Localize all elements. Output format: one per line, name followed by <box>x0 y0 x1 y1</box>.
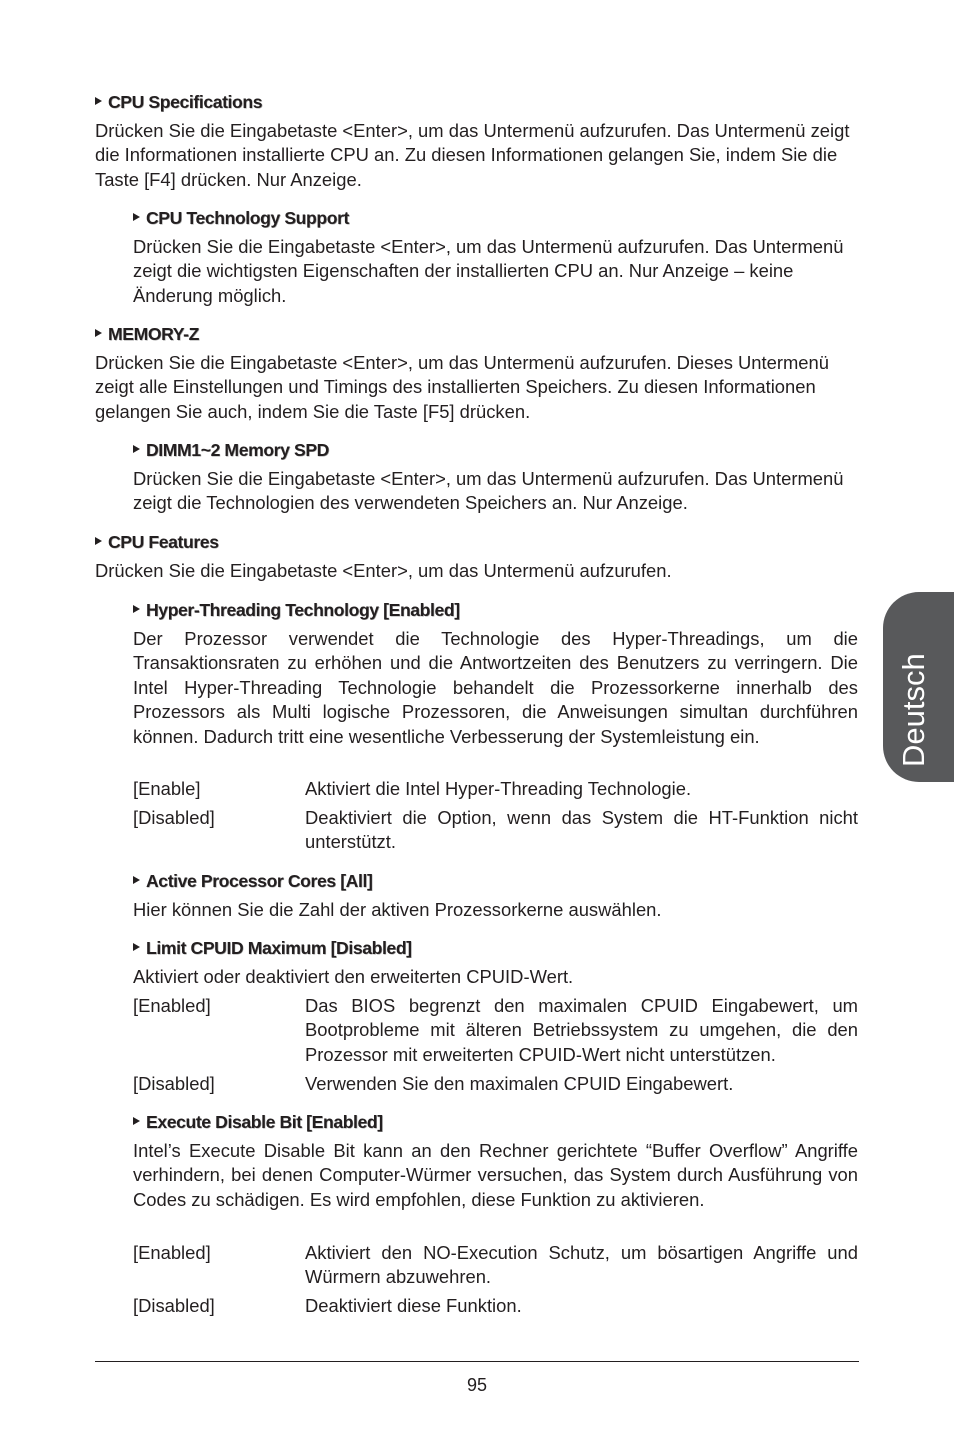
option-key: [Disabled] <box>133 1295 215 1316</box>
option-description: Aktiviert den NO-Execution Schutz, um bösartigen Angriffe und Würmern abzuwehren. <box>305 1242 858 1288</box>
heading-hyper-threading <box>133 598 858 622</box>
option-key: [Disabled] <box>133 807 215 828</box>
paragraph-cpu-technology-support: Drücken Sie die Eingabetaste <Enter>, um das Untermenü aufzurufen. Das Untermenü zeigt die wichtigsten Eigenschaften der installierten CPU an. Nur Anzeige – keine Änderung möglich. <box>133 236 844 306</box>
paragraph-limit-cpuid: Aktiviert oder deaktiviert den erweiterten CPUID-Wert. <box>133 966 574 987</box>
heading-cpu-technology-support <box>133 206 858 230</box>
option-description: Deaktiviert diese Funktion. <box>305 1295 522 1316</box>
language-side-tab-label: Deutsch <box>896 653 931 767</box>
option-description: Aktiviert die Intel Hyper-Threading Technologie. <box>305 778 692 799</box>
bullet-arrow-icon <box>95 329 102 337</box>
heading-limit-cpuid <box>133 936 858 960</box>
bullet-arrow-icon <box>133 213 140 221</box>
option-description: Verwenden Sie den maximalen CPUID Eingabewert. <box>305 1073 734 1094</box>
option-key: [Disabled] <box>133 1073 215 1094</box>
option-description: Deaktiviert die Option, wenn das System die HT-Funktion nicht unterstützt. <box>305 807 858 853</box>
heading-text: Hyper-Threading Technology [Enabled] <box>146 600 460 620</box>
heading-text: MEMORY-Z <box>108 324 199 344</box>
bullet-arrow-icon <box>95 537 102 545</box>
bullet-arrow-icon <box>95 97 102 105</box>
option-key: [Enabled] <box>133 995 211 1016</box>
option-description: Das BIOS begrenzt den maximalen CPUID Eingabewert, um Bootprobleme mit älteren Betriebssystem zu umgehen, die den Prozessor mit erweiterten CPUID-Wert nicht unterstützen. <box>305 995 858 1065</box>
paragraph-dimm-memory-spd: Drücken Sie die Eingabetaste <Enter>, um das Untermenü aufzurufen. Das Untermenü zeigt die Technologien des verwendeten Speichers an. Nur Anzeige. <box>133 468 844 514</box>
option-key: [Enable] <box>133 778 201 799</box>
paragraph-active-processor-cores: Hier können Sie die Zahl der aktiven Prozessorkerne auswählen. <box>133 899 662 920</box>
heading-execute-disable-bit <box>133 1110 858 1134</box>
heading-text: CPU Technology Support <box>146 208 349 228</box>
heading-dimm-memory-spd <box>133 438 858 462</box>
paragraph-execute-disable-bit: Intel’s Execute Disable Bit kann an den Rechner gerichtete “Buffer Overflow” Angriffe verhindern, bei denen Computer-Würmer versuchen, das System durch Ausführung von Codes zu schädigen. Es wird empfohlen, diese Funktion zu aktivieren. <box>133 1140 858 1210</box>
heading-text: Limit CPUID Maximum [Disabled] <box>146 938 412 958</box>
heading-cpu-specifications <box>95 90 858 114</box>
heading-cpu-features <box>95 530 858 554</box>
heading-text: Active Processor Cores [All] <box>146 871 373 891</box>
bullet-arrow-icon <box>133 445 140 453</box>
heading-text: DIMM1~2 Memory SPD <box>146 440 329 460</box>
heading-memory-z <box>95 322 858 346</box>
footer-divider <box>95 1361 859 1362</box>
paragraph-hyper-threading: Der Prozessor verwendet die Technologie des Hyper-Threadings, um die Transaktionsraten zu erhöhen und die Antwortzeiten des Benutzers zu verringern. Die Intel Hyper-Threading Technologie behandelt die Prozessorkerne innerhalb des Prozessors als Multi logische Prozessoren, die Anweisungen simultan durchführen können. Dadurch tritt eine wesentliche Verbesserung der Systemleistung ein. <box>133 628 858 747</box>
paragraph-cpu-specifications: Drücken Sie die Eingabetaste <Enter>, um das Untermenü aufzurufen. Das Untermenü zeigt die Informationen installierte CPU an. Zu diesen Informationen gelangen Sie, indem Sie die Taste [F4] drücken. Nur Anzeige. <box>95 120 850 190</box>
bullet-arrow-icon <box>133 605 140 613</box>
language-side-tab <box>883 592 954 782</box>
bullet-arrow-icon <box>133 1117 140 1125</box>
paragraph-cpu-features: Drücken Sie die Eingabetaste <Enter>, um das Untermenü aufzurufen. <box>95 560 672 581</box>
paragraph-memory-z: Drücken Sie die Eingabetaste <Enter>, um das Untermenü aufzurufen. Dieses Untermenü zeigt alle Einstellungen und Timings des installierten Speichers. Zu diesen Informationen gelangen Sie auch, indem Sie die Taste [F5] drücken. <box>95 352 829 422</box>
heading-text: CPU Specifications <box>108 92 263 112</box>
bullet-arrow-icon <box>133 876 140 884</box>
option-key: [Enabled] <box>133 1242 211 1263</box>
heading-text: CPU Features <box>108 532 219 552</box>
page-number: 95 <box>466 1375 488 1395</box>
heading-active-processor-cores <box>133 869 858 893</box>
heading-text: Execute Disable Bit [Enabled] <box>146 1112 383 1132</box>
bullet-arrow-icon <box>133 943 140 951</box>
